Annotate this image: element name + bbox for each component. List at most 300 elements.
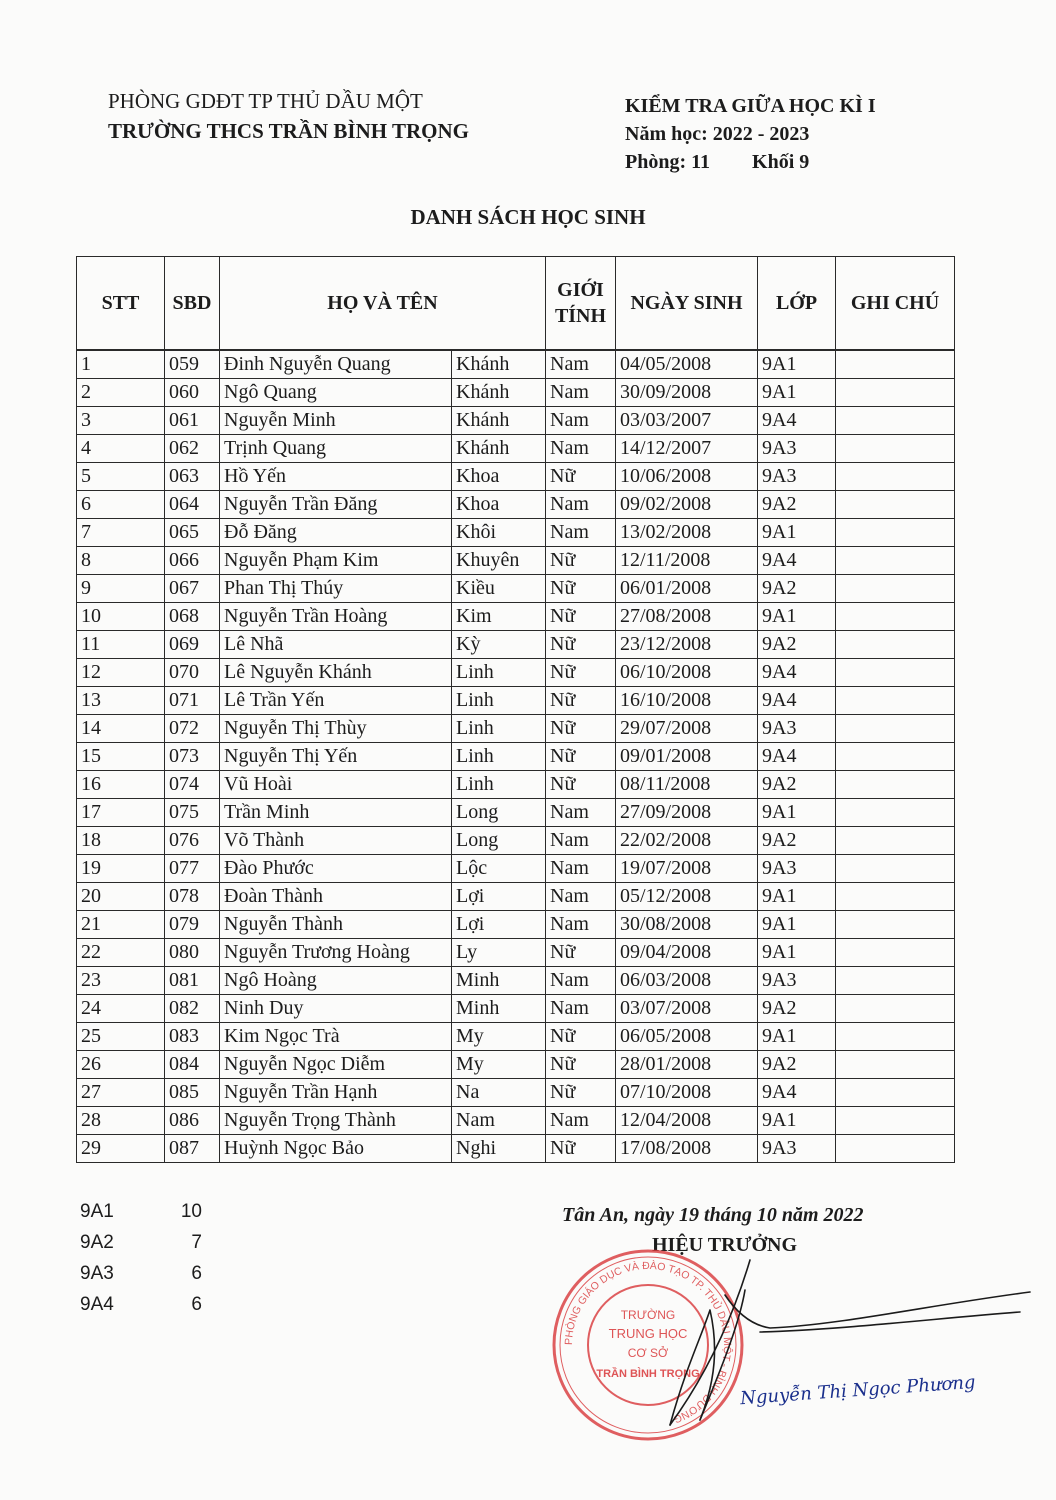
cell-note — [836, 687, 955, 715]
cell-stt: 6 — [77, 491, 165, 519]
table-row — [77, 995, 955, 1023]
cell-class: 9A2 — [758, 771, 836, 799]
cell-ho: Nguyễn Phạm Kim — [220, 547, 452, 575]
student-table — [76, 256, 955, 1163]
stamp-line-3: CƠ SỞ — [627, 1346, 669, 1360]
cell-ten: Kiều — [452, 575, 546, 603]
cell-ten: Nghi — [452, 1135, 546, 1163]
cell-dob: 09/01/2008 — [616, 743, 758, 771]
cell-sbd: 067 — [165, 575, 220, 603]
cell-class: 9A3 — [758, 715, 836, 743]
cell-note — [836, 435, 955, 463]
cell-dob: 19/07/2008 — [616, 855, 758, 883]
room-label: Phòng: 11 — [625, 151, 711, 173]
cell-class: 9A1 — [758, 603, 836, 631]
cell-sbd: 086 — [165, 1107, 220, 1135]
cell-note — [836, 379, 955, 407]
cell-ten: Khánh — [452, 350, 546, 379]
cell-sbd: 080 — [165, 939, 220, 967]
gender-header-line1: GIỚI — [557, 279, 604, 301]
cell-ten: Kim — [452, 603, 546, 631]
cell-stt: 10 — [77, 603, 165, 631]
grade-label: Khối 9 — [752, 151, 810, 173]
summary-count: 6 — [191, 1262, 202, 1284]
cell-class: 9A3 — [758, 967, 836, 995]
table-row — [77, 743, 955, 771]
cell-class: 9A3 — [758, 1135, 836, 1163]
cell-note — [836, 911, 955, 939]
cell-ho: Nguyễn Trần Đăng — [220, 491, 452, 519]
cell-dob: 06/03/2008 — [616, 967, 758, 995]
cell-class: 9A2 — [758, 995, 836, 1023]
cell-gender: Nam — [546, 995, 616, 1023]
summary-count: 7 — [191, 1231, 202, 1253]
cell-stt: 17 — [77, 799, 165, 827]
cell-sbd: 073 — [165, 743, 220, 771]
cell-stt: 14 — [77, 715, 165, 743]
cell-stt: 25 — [77, 1023, 165, 1051]
cell-ho: Nguyễn Thị Thùy — [220, 715, 452, 743]
cell-stt: 4 — [77, 435, 165, 463]
summary-class: 9A1 — [80, 1200, 114, 1222]
cell-ho: Nguyễn Trần Hoàng — [220, 603, 452, 631]
cell-gender: Nữ — [546, 631, 616, 659]
cell-sbd: 078 — [165, 883, 220, 911]
cell-gender: Nữ — [546, 1051, 616, 1079]
cell-sbd: 064 — [165, 491, 220, 519]
table-row — [77, 659, 955, 687]
cell-ten: Lợi — [452, 883, 546, 911]
cell-sbd: 065 — [165, 519, 220, 547]
cell-class: 9A3 — [758, 435, 836, 463]
cell-sbd: 059 — [165, 350, 220, 379]
cell-ten: Long — [452, 827, 546, 855]
cell-note — [836, 799, 955, 827]
table-row — [77, 407, 955, 435]
cell-stt: 12 — [77, 659, 165, 687]
cell-stt: 11 — [77, 631, 165, 659]
cell-stt: 27 — [77, 1079, 165, 1107]
header-left — [108, 86, 469, 146]
cell-ten: Khôi — [452, 519, 546, 547]
cell-ho: Nguyễn Trương Hoàng — [220, 939, 452, 967]
cell-ho: Trần Minh — [220, 799, 452, 827]
cell-note — [836, 1023, 955, 1051]
cell-gender: Nam — [546, 350, 616, 379]
place-date: Tân An, ngày 19 tháng 10 năm 2022 — [562, 1204, 864, 1226]
cell-stt: 7 — [77, 519, 165, 547]
cell-dob: 27/08/2008 — [616, 603, 758, 631]
page-title: DANH SÁCH HỌC SINH — [410, 205, 646, 229]
cell-gender: Nữ — [546, 1023, 616, 1051]
cell-ten: Khánh — [452, 407, 546, 435]
cell-sbd: 068 — [165, 603, 220, 631]
cell-class: 9A1 — [758, 1023, 836, 1051]
cell-note — [836, 603, 955, 631]
cell-note — [836, 883, 955, 911]
cell-dob: 10/06/2008 — [616, 463, 758, 491]
table-row — [77, 939, 955, 967]
cell-gender: Nữ — [546, 659, 616, 687]
cell-dob: 08/11/2008 — [616, 771, 758, 799]
cell-ten: Khoa — [452, 491, 546, 519]
cell-gender: Nam — [546, 799, 616, 827]
cell-dob: 09/02/2008 — [616, 491, 758, 519]
cell-dob: 14/12/2007 — [616, 435, 758, 463]
cell-sbd: 083 — [165, 1023, 220, 1051]
cell-stt: 19 — [77, 855, 165, 883]
cell-ho: Lê Trần Yến — [220, 687, 452, 715]
cell-dob: 17/08/2008 — [616, 1135, 758, 1163]
cell-note — [836, 855, 955, 883]
cell-ten: Nam — [452, 1107, 546, 1135]
cell-class: 9A2 — [758, 631, 836, 659]
cell-class: 9A1 — [758, 799, 836, 827]
cell-note — [836, 1079, 955, 1107]
cell-note — [836, 1135, 955, 1163]
cell-class: 9A4 — [758, 659, 836, 687]
cell-gender: Nam — [546, 407, 616, 435]
cell-stt: 9 — [77, 575, 165, 603]
cell-sbd: 074 — [165, 771, 220, 799]
cell-sbd: 062 — [165, 435, 220, 463]
cell-ten: Minh — [452, 967, 546, 995]
cell-sbd: 070 — [165, 659, 220, 687]
cell-class: 9A4 — [758, 547, 836, 575]
cell-ten: Minh — [452, 995, 546, 1023]
cell-gender: Nữ — [546, 771, 616, 799]
summary-class: 9A2 — [80, 1231, 114, 1253]
cell-dob: 06/10/2008 — [616, 659, 758, 687]
cell-gender: Nam — [546, 827, 616, 855]
cell-stt: 13 — [77, 687, 165, 715]
table-row — [77, 771, 955, 799]
cell-ten: Khánh — [452, 435, 546, 463]
cell-class: 9A3 — [758, 855, 836, 883]
stamp-line-1: TRƯỜNG — [620, 1308, 676, 1322]
table-row — [77, 631, 955, 659]
table-row — [77, 519, 955, 547]
cell-ho: Nguyễn Ngọc Diễm — [220, 1051, 452, 1079]
cell-gender: Nữ — [546, 715, 616, 743]
cell-note — [836, 659, 955, 687]
col-header-name: HỌ VÀ TÊN — [220, 257, 546, 351]
table-row — [77, 827, 955, 855]
cell-dob: 09/04/2008 — [616, 939, 758, 967]
stamp-line-2: TRUNG HỌC — [608, 1326, 688, 1341]
cell-ten: Na — [452, 1079, 546, 1107]
cell-note — [836, 939, 955, 967]
cell-ho: Đào Phước — [220, 855, 452, 883]
table-row — [77, 1051, 955, 1079]
department-name: PHÒNG GDĐT TP THỦ DẦU MỘT — [108, 89, 423, 113]
cell-note — [836, 715, 955, 743]
cell-gender: Nam — [546, 435, 616, 463]
cell-ho: Nguyễn Trọng Thành — [220, 1107, 452, 1135]
cell-dob: 23/12/2008 — [616, 631, 758, 659]
cell-ho: Lê Nguyễn Khánh — [220, 659, 452, 687]
header-right — [625, 92, 876, 176]
summary-row — [80, 1227, 202, 1258]
cell-dob: 13/02/2008 — [616, 519, 758, 547]
cell-note — [836, 631, 955, 659]
cell-ten: Linh — [452, 743, 546, 771]
school-year: Năm học: 2022 - 2023 — [625, 123, 810, 145]
cell-class: 9A4 — [758, 1079, 836, 1107]
cell-gender: Nữ — [546, 547, 616, 575]
cell-class: 9A1 — [758, 350, 836, 379]
cell-gender: Nam — [546, 379, 616, 407]
table-row — [77, 1079, 955, 1107]
cell-gender: Nữ — [546, 1135, 616, 1163]
cell-ho: Lê Nhã — [220, 631, 452, 659]
table-row — [77, 603, 955, 631]
cell-ho: Nguyễn Minh — [220, 407, 452, 435]
summary-class: 9A4 — [80, 1293, 114, 1315]
table-row — [77, 547, 955, 575]
cell-note — [836, 407, 955, 435]
table-row — [77, 799, 955, 827]
table-row — [77, 350, 955, 379]
cell-note — [836, 995, 955, 1023]
cell-class: 9A2 — [758, 491, 836, 519]
cell-ten: Lợi — [452, 911, 546, 939]
cell-dob: 30/08/2008 — [616, 911, 758, 939]
cell-dob: 06/05/2008 — [616, 1023, 758, 1051]
table-row — [77, 687, 955, 715]
cell-note — [836, 575, 955, 603]
cell-sbd: 060 — [165, 379, 220, 407]
cell-class: 9A3 — [758, 463, 836, 491]
cell-gender: Nam — [546, 491, 616, 519]
cell-dob: 29/07/2008 — [616, 715, 758, 743]
cell-sbd: 079 — [165, 911, 220, 939]
table-row — [77, 967, 955, 995]
cell-ho: Ngô Quang — [220, 379, 452, 407]
cell-gender: Nữ — [546, 743, 616, 771]
cell-sbd: 072 — [165, 715, 220, 743]
cell-stt: 5 — [77, 463, 165, 491]
cell-ten: Linh — [452, 771, 546, 799]
cell-dob: 03/07/2008 — [616, 995, 758, 1023]
cell-sbd: 061 — [165, 407, 220, 435]
cell-stt: 20 — [77, 883, 165, 911]
cell-class: 9A2 — [758, 575, 836, 603]
cell-sbd: 069 — [165, 631, 220, 659]
table-header-row — [77, 257, 955, 351]
cell-class: 9A1 — [758, 883, 836, 911]
table-row — [77, 491, 955, 519]
table-row — [77, 715, 955, 743]
cell-note — [836, 350, 955, 379]
cell-stt: 2 — [77, 379, 165, 407]
cell-note — [836, 967, 955, 995]
col-header-note: GHI CHÚ — [836, 257, 955, 351]
cell-gender: Nam — [546, 883, 616, 911]
cell-stt: 18 — [77, 827, 165, 855]
cell-sbd: 077 — [165, 855, 220, 883]
handwritten-signature — [640, 1250, 1040, 1430]
cell-class: 9A1 — [758, 379, 836, 407]
cell-ho: Ngô Hoàng — [220, 967, 452, 995]
summary-row — [80, 1258, 202, 1289]
cell-ho: Hồ Yến — [220, 463, 452, 491]
stamp-ring-text: PHÒNG GIÁO DỤC VÀ ĐÀO TẠO TP. THỦ DẦU MỘT - BÌNH DƯƠNG — [562, 1259, 734, 1426]
stamp-line-4: TRẦN BÌNH TRỌNG — [596, 1368, 700, 1380]
cell-note — [836, 1107, 955, 1135]
summary-count: 6 — [191, 1293, 202, 1315]
cell-stt: 3 — [77, 407, 165, 435]
cell-gender: Nữ — [546, 939, 616, 967]
cell-ten: Linh — [452, 687, 546, 715]
cell-class: 9A2 — [758, 827, 836, 855]
cell-ten: Long — [452, 799, 546, 827]
cell-class: 9A2 — [758, 1051, 836, 1079]
cell-dob: 12/11/2008 — [616, 547, 758, 575]
table-row — [77, 911, 955, 939]
cell-gender: Nam — [546, 519, 616, 547]
cell-ho: Đỗ Đăng — [220, 519, 452, 547]
table-row — [77, 435, 955, 463]
cell-ho: Nguyễn Thị Yến — [220, 743, 452, 771]
cell-stt: 16 — [77, 771, 165, 799]
table-row — [77, 463, 955, 491]
cell-gender: Nữ — [546, 687, 616, 715]
cell-stt: 15 — [77, 743, 165, 771]
summary-row — [80, 1196, 202, 1227]
cell-sbd: 063 — [165, 463, 220, 491]
table-row — [77, 1023, 955, 1051]
cell-ten: Khuyên — [452, 547, 546, 575]
table-row — [77, 575, 955, 603]
table-row — [77, 1107, 955, 1135]
cell-gender: Nam — [546, 967, 616, 995]
gender-header-line2: TÍNH — [554, 305, 607, 327]
cell-class: 9A1 — [758, 911, 836, 939]
cell-gender: Nữ — [546, 1079, 616, 1107]
cell-sbd: 071 — [165, 687, 220, 715]
cell-gender: Nữ — [546, 603, 616, 631]
cell-sbd: 082 — [165, 995, 220, 1023]
cell-gender: Nữ — [546, 575, 616, 603]
student-rows — [77, 350, 955, 1163]
cell-sbd: 076 — [165, 827, 220, 855]
cell-note — [836, 827, 955, 855]
cell-note — [836, 463, 955, 491]
cell-dob: 05/12/2008 — [616, 883, 758, 911]
cell-stt: 21 — [77, 911, 165, 939]
cell-ten: My — [452, 1051, 546, 1079]
cell-stt: 29 — [77, 1135, 165, 1163]
cell-sbd: 081 — [165, 967, 220, 995]
signer-title: HIỆU TRƯỞNG — [652, 1234, 798, 1256]
cell-ten: Linh — [452, 715, 546, 743]
cell-note — [836, 743, 955, 771]
cell-ho: Vũ Hoài — [220, 771, 452, 799]
cell-class: 9A4 — [758, 687, 836, 715]
cell-dob: 27/09/2008 — [616, 799, 758, 827]
summary-row — [80, 1289, 202, 1320]
cell-stt: 28 — [77, 1107, 165, 1135]
table-row — [77, 855, 955, 883]
cell-note — [836, 1051, 955, 1079]
cell-note — [836, 491, 955, 519]
cell-dob: 12/04/2008 — [616, 1107, 758, 1135]
cell-note — [836, 771, 955, 799]
cell-ten: My — [452, 1023, 546, 1051]
cell-sbd: 084 — [165, 1051, 220, 1079]
cell-class: 9A1 — [758, 939, 836, 967]
cell-ho: Đoàn Thành — [220, 883, 452, 911]
cell-ho: Kim Ngọc Trà — [220, 1023, 452, 1051]
cell-dob: 28/01/2008 — [616, 1051, 758, 1079]
cell-ho: Phan Thị Thúy — [220, 575, 452, 603]
cell-stt: 22 — [77, 939, 165, 967]
cell-ho: Ninh Duy — [220, 995, 452, 1023]
cell-gender: Nam — [546, 855, 616, 883]
summary-count: 10 — [180, 1200, 202, 1222]
cell-dob: 22/02/2008 — [616, 827, 758, 855]
cell-stt: 1 — [77, 350, 165, 379]
cell-sbd: 087 — [165, 1135, 220, 1163]
class-summary — [80, 1196, 202, 1320]
cell-ho: Nguyễn Thành — [220, 911, 452, 939]
table-row — [77, 883, 955, 911]
cell-note — [836, 547, 955, 575]
cell-class: 9A4 — [758, 407, 836, 435]
cell-gender: Nam — [546, 911, 616, 939]
exam-title: KIỂM TRA GIỮA HỌC KÌ I — [625, 95, 876, 117]
cell-sbd: 075 — [165, 799, 220, 827]
cell-ho: Võ Thành — [220, 827, 452, 855]
table-row — [77, 1135, 955, 1163]
cell-dob: 06/01/2008 — [616, 575, 758, 603]
cell-ho: Huỳnh Ngọc Bảo — [220, 1135, 452, 1163]
col-header-sbd: SBD — [165, 257, 220, 351]
cell-ten: Lộc — [452, 855, 546, 883]
room-grade — [625, 148, 876, 176]
col-header-stt: STT — [77, 257, 165, 351]
cell-ho: Trịnh Quang — [220, 435, 452, 463]
cell-sbd: 085 — [165, 1079, 220, 1107]
cell-ten: Khoa — [452, 463, 546, 491]
cell-gender: Nữ — [546, 463, 616, 491]
cell-stt: 8 — [77, 547, 165, 575]
cell-ten: Ly — [452, 939, 546, 967]
cell-ten: Khánh — [452, 379, 546, 407]
cell-stt: 23 — [77, 967, 165, 995]
col-header-class: LỚP — [758, 257, 836, 351]
cell-gender: Nam — [546, 1107, 616, 1135]
cell-class: 9A4 — [758, 743, 836, 771]
cell-note — [836, 519, 955, 547]
cell-ten: Kỳ — [452, 631, 546, 659]
cell-dob: 04/05/2008 — [616, 350, 758, 379]
cell-class: 9A1 — [758, 519, 836, 547]
cell-dob: 03/03/2007 — [616, 407, 758, 435]
signer-name: Nguyễn Thị Ngọc Phương — [739, 1371, 977, 1410]
cell-sbd: 066 — [165, 547, 220, 575]
school-name: TRƯỜNG THCS TRẦN BÌNH TRỌNG — [108, 119, 469, 143]
summary-class: 9A3 — [80, 1262, 114, 1284]
cell-stt: 26 — [77, 1051, 165, 1079]
cell-ho: Nguyễn Trần Hạnh — [220, 1079, 452, 1107]
col-header-gender — [546, 257, 616, 351]
cell-class: 9A1 — [758, 1107, 836, 1135]
cell-stt: 24 — [77, 995, 165, 1023]
col-header-dob: NGÀY SINH — [616, 257, 758, 351]
cell-ten: Linh — [452, 659, 546, 687]
